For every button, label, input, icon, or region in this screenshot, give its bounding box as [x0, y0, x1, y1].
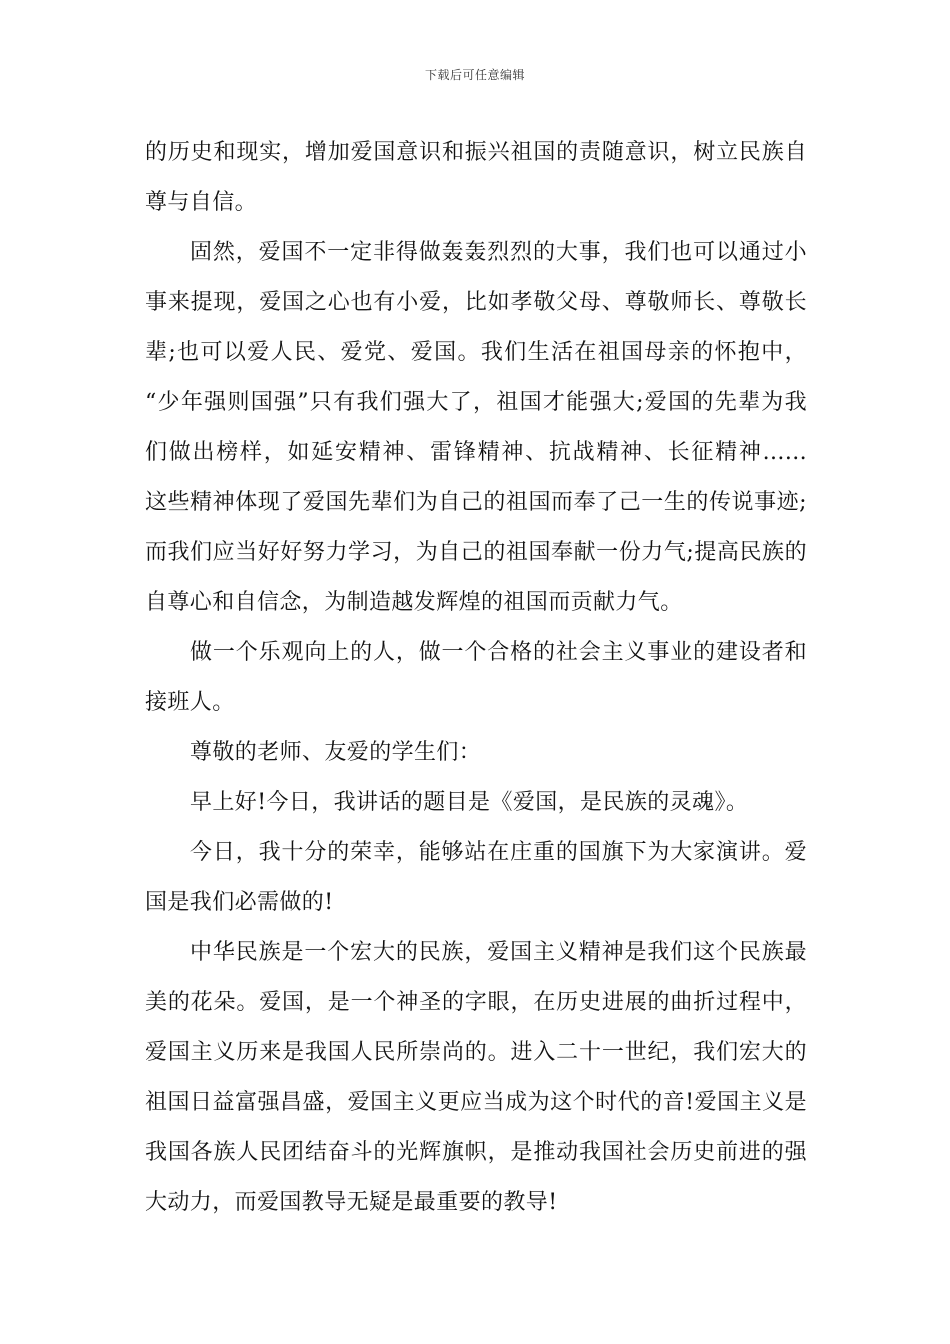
text-line: 大动力，而爱国教导无疑是最重要的教导!: [145, 1190, 558, 1215]
text-line: “少年强则国强”只有我们强大了，祖国才能强大;爱国的先辈为我: [145, 390, 807, 415]
page-header: 下载后可任意编辑: [424, 68, 525, 82]
text-line: 我国各族人民团结奋斗的光辉旗帜，是推动我国社会历史前进的强: [145, 1140, 807, 1165]
text-line: 尊敬的老师、友爱的学生们：: [190, 740, 482, 765]
text-line: 自尊心和自信念，为制造越发辉煌的祖国而贡献力气。: [145, 590, 683, 615]
text-line: 祖国日益富强昌盛，爱国主义更应当成为这个时代的音!爱国主义是: [145, 1090, 807, 1115]
text-line: 们做出榜样，如延安精神、雷锋精神、抗战精神、长征精神......: [145, 440, 807, 465]
text-line: 这些精神体现了爱国先辈们为自己的祖国而奉了己一生的传说事迹;: [145, 490, 807, 515]
text-line: 的历史和现实，增加爱国意识和振兴祖国的责随意识，树立民族自: [145, 140, 807, 165]
text-line: 接班人。: [145, 690, 235, 715]
text-line: 早上好!今日，我讲话的题目是《爱国，是民族的灵魂》。: [190, 790, 749, 815]
text-line: 中华民族是一个宏大的民族，爱国主义精神是我们这个民族最: [190, 940, 807, 965]
text-line: 做一个乐观向上的人，做一个合格的社会主义事业的建设者和: [190, 640, 807, 665]
text-line: 尊与自信。: [145, 190, 258, 215]
text-line: 今日，我十分的荣幸，能够站在庄重的国旗下为大家演讲。爱: [190, 840, 807, 865]
text-line: 美的花朵。爱国，是一个神圣的字眼，在历史进展的曲折过程中，: [145, 990, 807, 1015]
text-line: 爱国主义历来是我国人民所崇尚的。进入二十一世纪，我们宏大的: [145, 1040, 807, 1065]
document-body: [145, 128, 807, 1228]
text-line: 国是我们必需做的!: [145, 890, 334, 915]
text-line: 辈;也可以爱人民、爱党、爱国。我们生活在祖国母亲的怀抱中，: [145, 340, 807, 365]
text-line: 事来提现，爱国之心也有小爱，比如孝敬父母、尊敬师长、尊敬长: [145, 290, 807, 315]
text-line: 固然，爱国不一定非得做轰轰烈烈的大事，我们也可以通过小: [190, 240, 807, 265]
text-line: 而我们应当好好努力学习，为自己的祖国奉献一份力气;提高民族的: [145, 540, 807, 565]
